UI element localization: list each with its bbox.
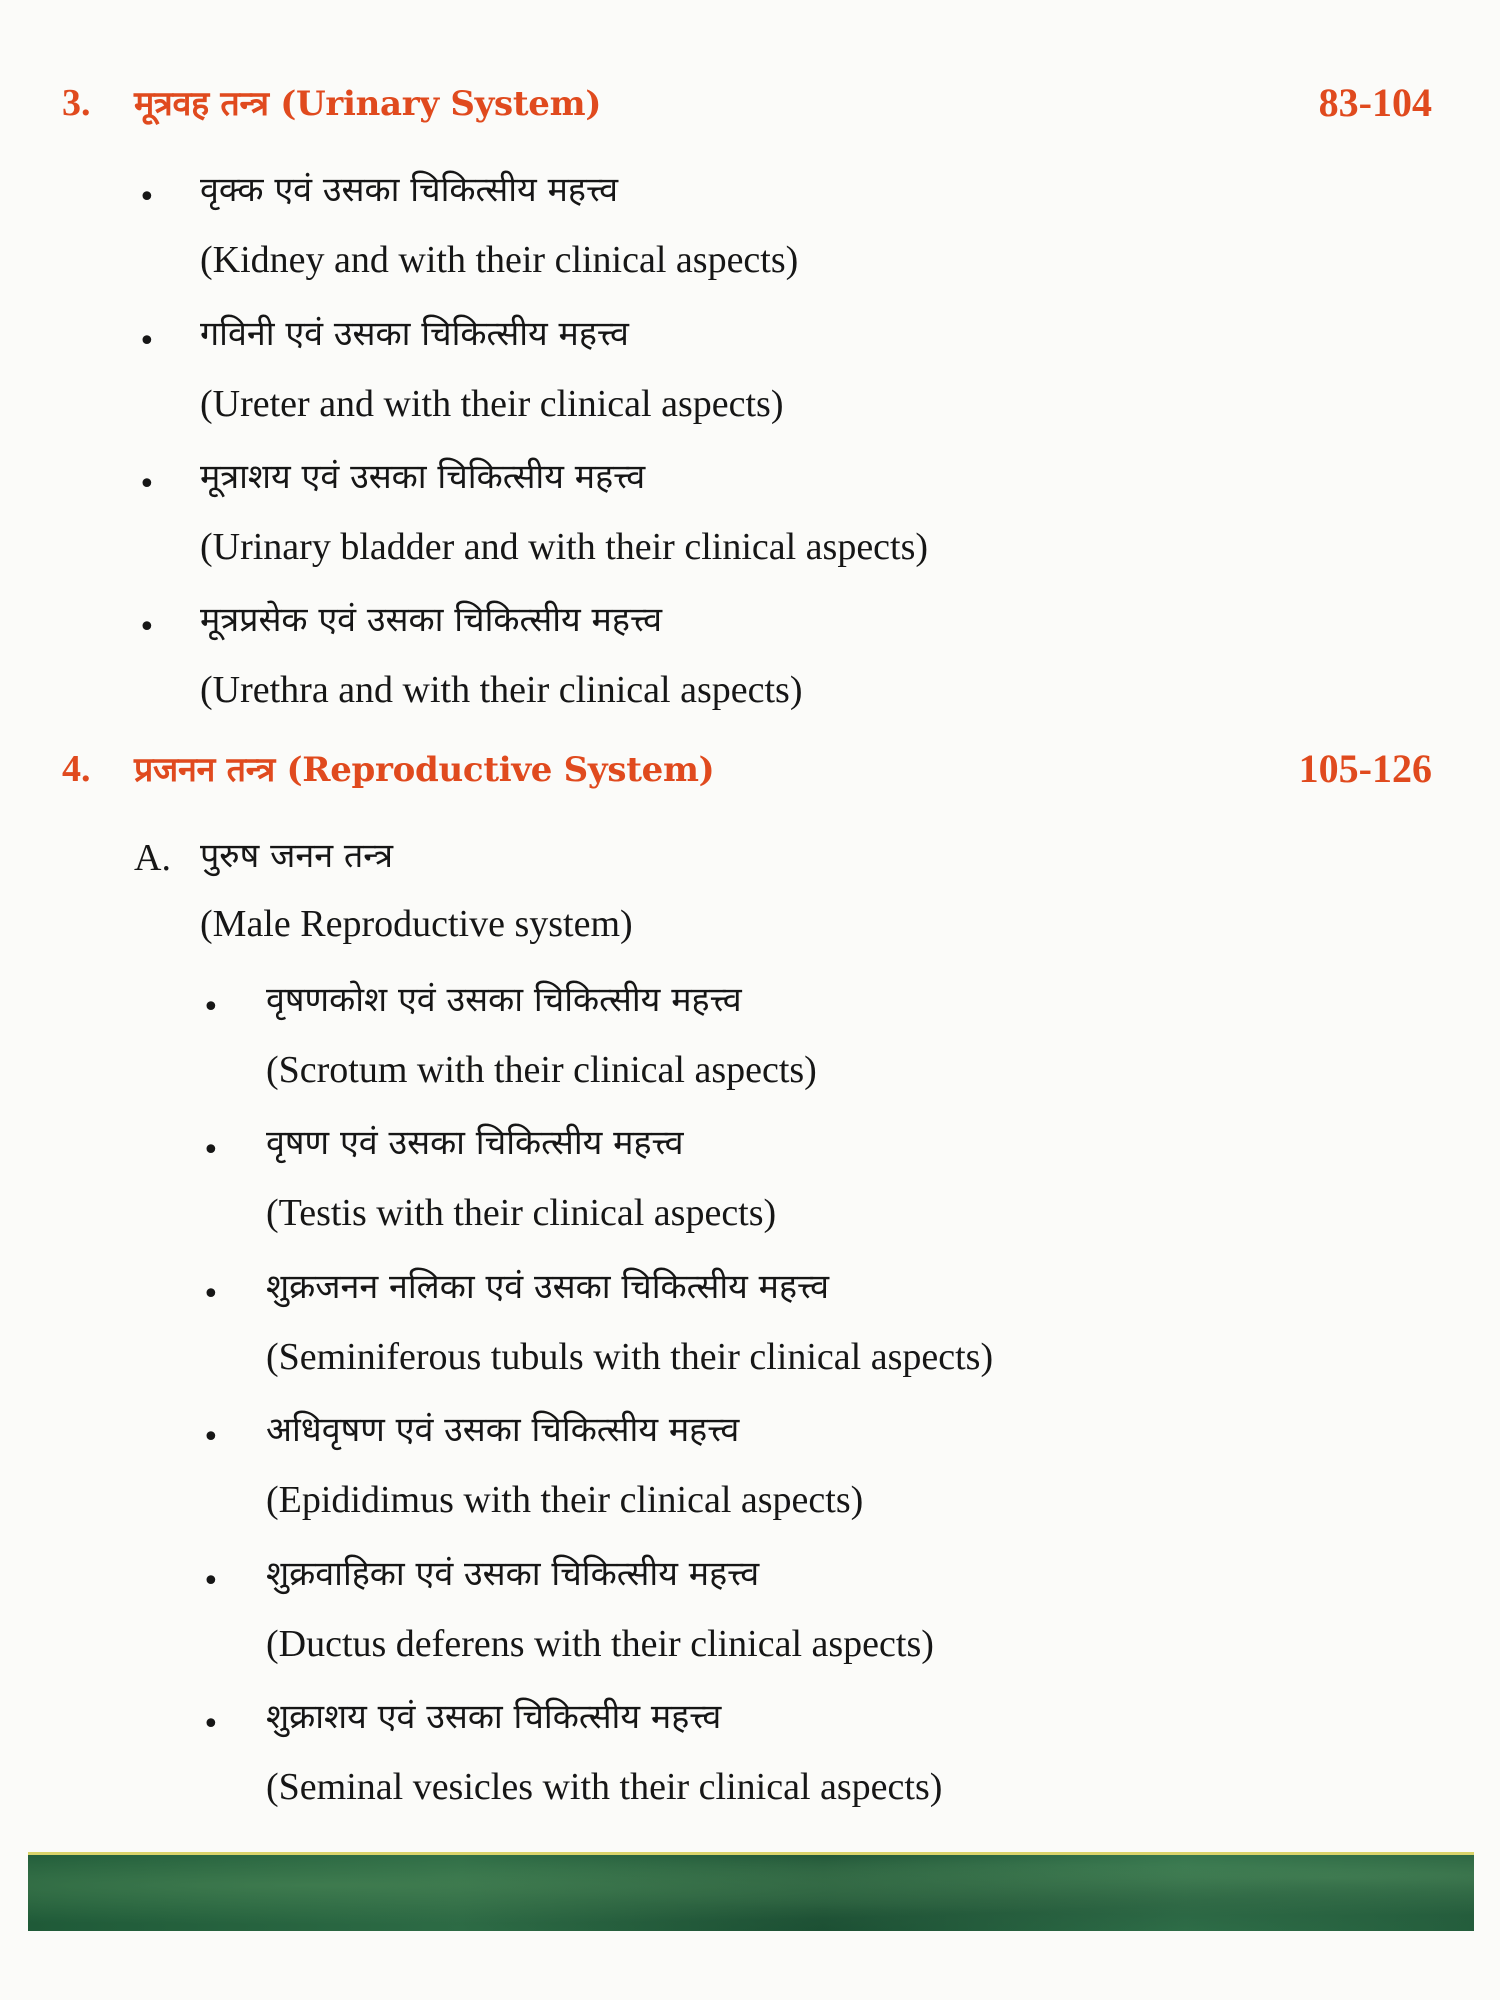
item-hindi: शुक्रवाहिका एवं उसका चिकित्सीय महत्त्व xyxy=(266,1554,760,1594)
section-page-range: 83-104 xyxy=(1318,79,1432,125)
section-heading-urinary xyxy=(62,72,1432,132)
section-heading-left xyxy=(62,79,601,125)
subsection-hindi: पुरुष जनन तन्त्र xyxy=(200,836,394,876)
item-english: (Epididimus with their clinical aspects) xyxy=(266,1479,864,1521)
subsection-letter: A. xyxy=(134,837,171,879)
bullet-icon: • xyxy=(202,1564,220,1599)
section-title: प्रजनन तन्त्र (Reproductive System) xyxy=(134,750,715,790)
item-hindi: शुक्रजनन नलिका एवं उसका चिकित्सीय महत्त्व xyxy=(266,1267,830,1307)
bullet-icon: • xyxy=(138,610,156,645)
section-number: 4. xyxy=(62,748,91,790)
item-english: (Seminiferous tubuls with their clinical aspects) xyxy=(266,1336,994,1378)
bullet-icon: • xyxy=(202,1707,220,1742)
section-heading-left xyxy=(62,745,714,791)
item-english: (Seminal vesicles with their clinical aspects) xyxy=(266,1766,943,1808)
item-english: (Testis with their clinical aspects) xyxy=(266,1192,777,1234)
section-title: मूत्रवह तन्त्र (Urinary System) xyxy=(134,84,602,124)
footer-decorative-band xyxy=(28,1852,1474,1931)
item-hindi: मूत्राशय एवं उसका चिकित्सीय महत्त्व xyxy=(200,457,646,497)
bullet-icon: • xyxy=(138,180,156,215)
bullet-icon: • xyxy=(202,1133,220,1168)
item-hindi: वृक्क एवं उसका चिकित्सीय महत्त्व xyxy=(200,170,618,210)
bullet-icon: • xyxy=(202,1277,220,1312)
item-hindi: अधिवृषण एवं उसका चिकित्सीय महत्त्व xyxy=(266,1410,740,1450)
item-hindi: गविनी एवं उसका चिकित्सीय महत्त्व xyxy=(200,314,629,354)
section-page-range: 105-126 xyxy=(1298,745,1432,791)
item-english: (Urethra and with their clinical aspects) xyxy=(200,669,803,711)
item-english: (Ductus deferens with their clinical aspects) xyxy=(266,1623,934,1665)
item-english: (Urinary bladder and with their clinical aspects) xyxy=(200,526,929,568)
bullet-icon: • xyxy=(202,1420,220,1455)
bullet-icon: • xyxy=(138,467,156,502)
item-hindi: मूत्रप्रसेक एवं उसका चिकित्सीय महत्त्व xyxy=(200,600,662,640)
item-hindi: वृषणकोश एवं उसका चिकित्सीय महत्त्व xyxy=(266,980,742,1020)
item-hindi: शुक्राशय एवं उसका चिकित्सीय महत्त्व xyxy=(266,1697,722,1737)
item-english: (Kidney and with their clinical aspects) xyxy=(200,239,799,281)
bullet-icon: • xyxy=(138,324,156,359)
bullet-icon: • xyxy=(202,990,220,1025)
section-heading-reproductive xyxy=(62,738,1432,798)
item-english: (Scrotum with their clinical aspects) xyxy=(266,1049,817,1091)
section-number: 3. xyxy=(62,82,91,124)
item-hindi: वृषण एवं उसका चिकित्सीय महत्त्व xyxy=(266,1123,684,1163)
subsection-english: (Male Reproductive system) xyxy=(200,903,633,945)
item-english: (Ureter and with their clinical aspects) xyxy=(200,383,784,425)
